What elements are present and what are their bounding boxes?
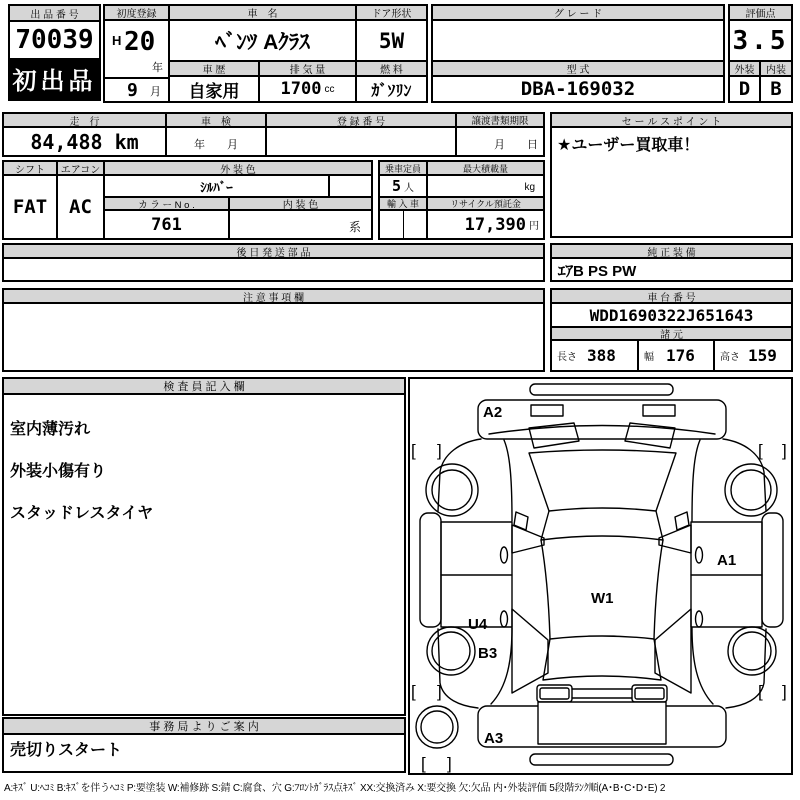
front-bumper (478, 400, 726, 439)
fender-rear-right-inner (692, 628, 713, 704)
registration-number-header: 登 録 番 号 (267, 114, 457, 128)
interior-color-header: 内 装 色 (230, 198, 371, 211)
front-grille-right (643, 405, 675, 416)
exterior-color-value: ｼﾙﾊﾞｰ (105, 176, 330, 198)
rocker-panel-right (762, 513, 783, 627)
notes-value (4, 304, 543, 370)
interior-grade-header: 内装 (761, 62, 791, 77)
capacity-unit: 人 (404, 182, 415, 194)
genuine-equipment-header: 純 正 装 備 (552, 245, 791, 259)
inspector-notes-box (2, 377, 406, 716)
lot-box (8, 4, 101, 101)
width-value: 176 (666, 346, 695, 365)
inspector-note-line: 室内薄汚れ (10, 421, 91, 438)
import-header: 輸 入 車 (380, 198, 428, 211)
office-announcement-header: 事 務 局 よ り ご 案 内 (4, 719, 404, 735)
recycle-unit: 円 (529, 221, 539, 232)
damage-code-legend: A:ｷｽﾞ U:ﾍｺﾐ B:ｷｽﾞを伴うﾍｺﾐ P:要塗装 W:補修跡 S:錆 C:腐食、穴 G:ﾌﾛﾝﾄｶﾞﾗｽ点ｷｽﾞ XX:交換済み X:要交換 欠:欠品 内･外装評価 5段階ﾗﾝｸ順(A･B･C･D･E) 2 (4, 783, 666, 794)
roof-right-edge (654, 540, 663, 639)
first-registration-header: 初度登録 (105, 6, 170, 21)
door-shape-value: 5W (357, 21, 426, 62)
grade-model-box (431, 4, 725, 103)
displacement-unit: cc (324, 83, 335, 95)
rear-window-top (550, 636, 654, 639)
first-registration-month: 9 (127, 80, 138, 101)
tail-light-right-inner (635, 688, 664, 699)
damage-diagram-box (408, 377, 793, 775)
era-letter: H (112, 33, 122, 48)
genuine-equipment-box (550, 243, 793, 282)
spare-wheel (416, 706, 458, 748)
exterior-color-header: 外 装 色 (105, 162, 371, 176)
history-value: 自家用 (170, 77, 260, 101)
first-registration-year-cell (105, 21, 170, 79)
shift-value: FAT (4, 176, 58, 238)
chassis-number-value: WDD1690322J651643 (552, 304, 791, 328)
damage-label-w1: W1 (591, 590, 614, 607)
damage-label-b3: B3 (478, 645, 498, 662)
model-code-header: 型 式 (433, 62, 723, 77)
sales-point-header: セ ー ル ス ポ イ ン ト (552, 114, 791, 128)
notes-box (2, 288, 545, 372)
damage-label-u4: U4 (468, 616, 488, 633)
capacity-header: 乗車定員 (380, 162, 428, 176)
notes-header: 注 意 事 項 欄 (4, 290, 543, 304)
roof-left-edge (541, 540, 550, 639)
office-announcement-box (2, 717, 406, 773)
tread-bracket: ] (447, 754, 452, 773)
lot-number-header: 出 品 番 号 (10, 6, 99, 22)
exterior-color-subcell (330, 176, 371, 198)
score-header: 評価点 (730, 6, 791, 21)
import-cell-right (404, 211, 428, 238)
damage-label-a1: A1 (717, 552, 737, 569)
windshield (541, 511, 663, 540)
sales-point-box (550, 112, 793, 238)
tread-bracket: [ (758, 682, 763, 701)
max-load-value: kg (428, 176, 543, 198)
month-unit: 月 (150, 86, 161, 98)
later-parts-value (4, 259, 543, 280)
first-registration-month-cell (105, 79, 170, 101)
recycle-amount: 17,390 (464, 214, 526, 235)
tread-bracket: [ (421, 754, 426, 773)
car-name-header: 車 名 (170, 6, 357, 21)
color-spec-box (2, 160, 373, 240)
interior-grade-value: B (770, 78, 782, 100)
height-label: 高さ (720, 352, 740, 363)
later-parts-header: 後 日 発 送 部 品 (4, 245, 543, 259)
score-box (728, 4, 793, 103)
length-cell (552, 341, 639, 370)
aircon-value: AC (58, 176, 105, 238)
spare-wheel-inner (421, 711, 453, 743)
width-cell (639, 341, 715, 370)
chassis-number-header: 車 台 番 号 (552, 290, 791, 304)
door-handle-rear-left (501, 611, 508, 627)
fuel-value: ｶﾞｿﾘﾝ (371, 82, 412, 100)
shaken-value: 年 月 (167, 128, 267, 155)
recycle-value (428, 211, 543, 238)
grade-value (433, 21, 723, 62)
color-number-header: カ ラ ー N o . (105, 198, 230, 211)
fender-front-right-inner (692, 440, 700, 521)
office-announcement-value: 売切りスタート (10, 742, 123, 759)
interior-color-value: 系 (348, 220, 361, 234)
rear-edge-strip (530, 754, 673, 765)
door-handle-front-right (696, 547, 703, 563)
length-value: 388 (587, 346, 616, 365)
capacity-value (380, 176, 428, 198)
later-parts-box (2, 243, 545, 282)
tail-light-left-inner (540, 688, 569, 699)
rocker-panel-left (420, 513, 441, 627)
year-unit: 年 (152, 62, 163, 74)
grade-header: グ レ ー ド (433, 6, 723, 21)
door-handle-rear-right (696, 611, 703, 627)
trunk-lid (538, 702, 666, 744)
inspector-note-line: スタッドレスタイヤ (10, 505, 154, 522)
front-edge-strip (530, 384, 673, 395)
transfer-deadline-value: 月 日 (494, 139, 538, 151)
fender-front-left-inner (504, 440, 512, 521)
damage-label-a3: A3 (484, 730, 504, 747)
displacement-header: 排 気 量 (260, 62, 357, 77)
tread-bracket: [ (411, 441, 416, 460)
car-damage-diagram (410, 379, 791, 773)
wheel-front-right (725, 464, 777, 516)
import-cell-left (380, 211, 404, 238)
recycle-header: リサイクル預託金 (428, 198, 543, 211)
registration-number-value (267, 128, 457, 155)
registration-name-box (103, 4, 428, 103)
chassis-box (550, 288, 793, 372)
capacity-number: 5 (391, 177, 402, 195)
spec-header: 諸 元 (552, 328, 791, 341)
length-label: 長さ (557, 352, 577, 363)
score-value: 3.5 (730, 21, 791, 62)
wheel-rear-left (427, 627, 475, 675)
tread-bracket: [ (411, 682, 416, 701)
tread-bracket: ] (437, 682, 442, 701)
fuel-header: 燃 料 (357, 62, 426, 77)
capacity-box (378, 160, 545, 240)
color-number-value: 761 (105, 211, 230, 238)
mileage-row-box (2, 112, 545, 157)
displacement-value (260, 77, 357, 101)
tread-bracket: [ (758, 441, 763, 460)
rear-window (543, 639, 661, 680)
tread-bracket: ] (437, 441, 442, 460)
fender-front-left-outer (438, 439, 481, 511)
damage-label-a2: A2 (483, 404, 503, 421)
tread-bracket: ] (782, 441, 787, 460)
hood (529, 450, 676, 511)
aircon-header: エアコン (58, 162, 105, 176)
inspector-notes-header: 検 査 員 記 入 欄 (4, 379, 404, 395)
sales-point-value: ★ユーザー買取車！ (557, 137, 700, 154)
wheel-front-left (426, 464, 478, 516)
a-pillar-right (659, 525, 691, 553)
mileage-value: 84,488 km (4, 128, 167, 155)
height-value: 159 (748, 346, 777, 365)
tread-bracket: ] (782, 682, 787, 701)
lot-number: 70039 (15, 25, 94, 55)
shift-header: シフト (4, 162, 58, 176)
exterior-grade-header: 外装 (730, 62, 761, 77)
inspector-note-line: 外装小傷有り (10, 463, 107, 480)
hood-front-edge (489, 426, 715, 435)
first-registration-year: 20 (124, 27, 156, 57)
width-label: 幅 (644, 352, 654, 363)
a-pillar-left (512, 525, 544, 553)
transfer-deadline-header: 譲渡書類期限 (457, 114, 543, 128)
mileage-header: 走 行 (4, 114, 167, 128)
car-name: ﾍﾞﾝﾂ Aｸﾗｽ (170, 21, 357, 62)
history-header: 車 歴 (170, 62, 260, 77)
door-handle-front-left (501, 547, 508, 563)
door-shape-header: ドア形状 (357, 6, 426, 21)
wheel-rear-right (728, 627, 776, 675)
front-grille-left (531, 405, 563, 416)
first-listing-badge: 初出品 (10, 58, 99, 99)
genuine-equipment-value: ｴｱB PS PW (558, 263, 637, 280)
max-load-header: 最大積載量 (428, 162, 543, 176)
model-code-value: DBA-169032 (520, 78, 636, 100)
inspector-notes-body (4, 395, 404, 714)
height-cell (715, 341, 791, 370)
fender-rear-left-inner (491, 628, 512, 704)
exterior-grade-value: D (730, 77, 761, 101)
shaken-header: 車 検 (167, 114, 267, 128)
displacement-number: 1700 (280, 79, 322, 99)
